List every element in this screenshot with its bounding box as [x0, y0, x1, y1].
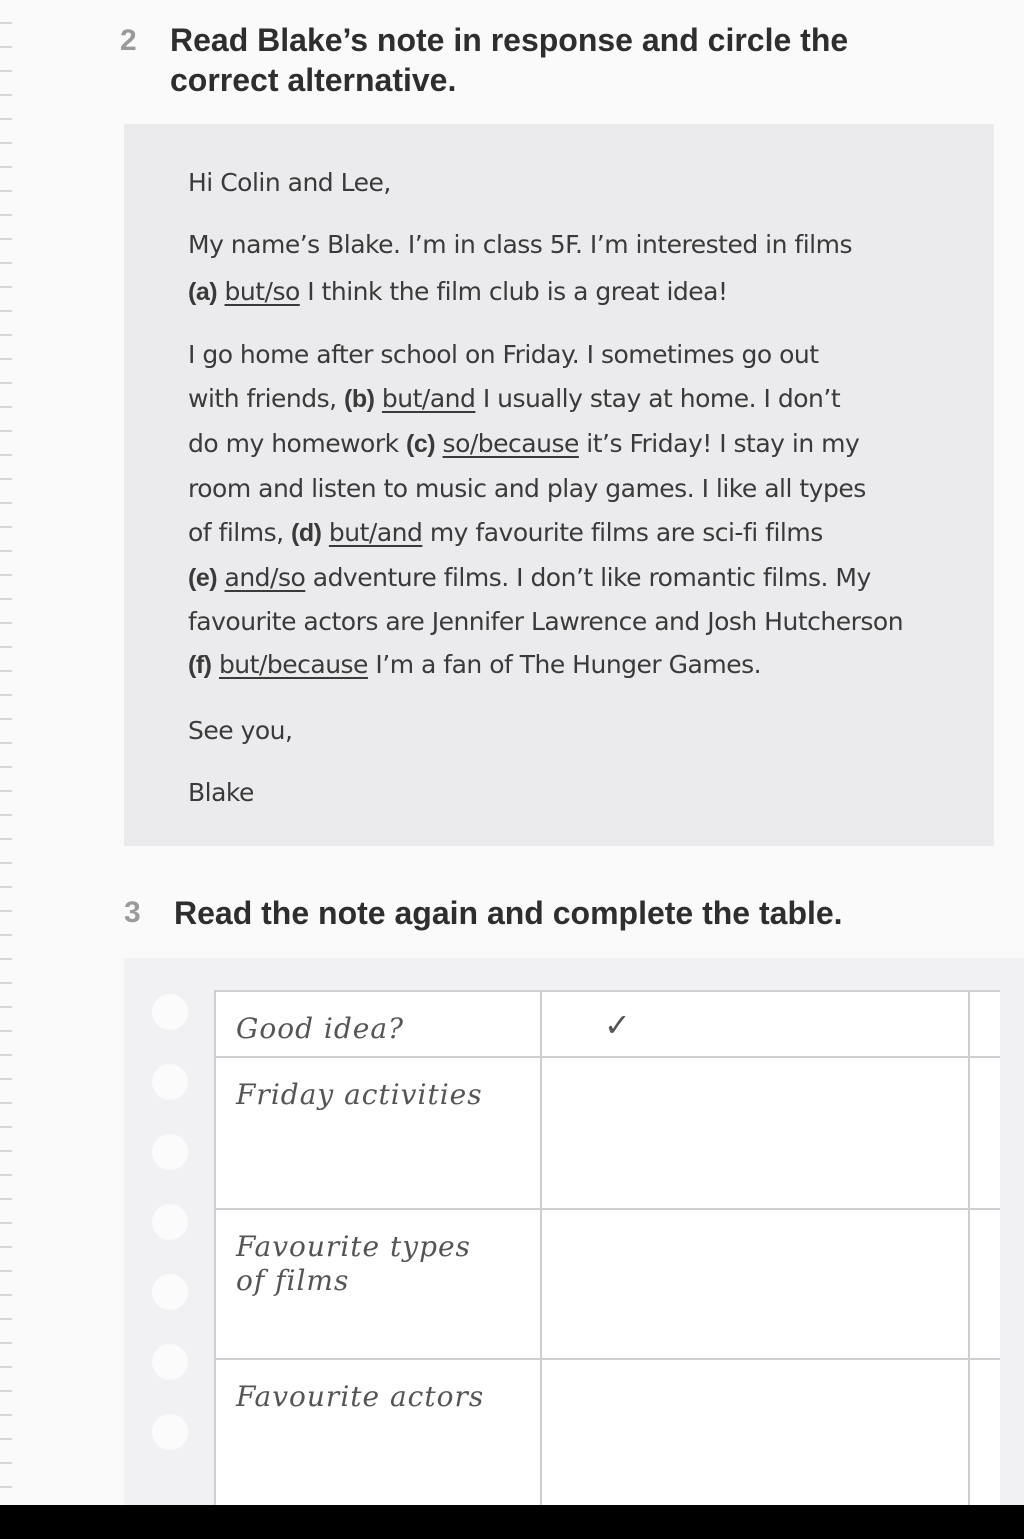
gap-label-d: (d) — [291, 519, 322, 547]
row-label: Good idea? — [215, 991, 541, 1057]
note-line: favourite actors are Jennifer Lawrence and Josh Hutcherson — [188, 607, 904, 636]
note-text: adventure films. I don’t like romantic films. My — [305, 563, 871, 592]
table-row — [215, 1209, 1000, 1359]
gap-label-b: (b) — [344, 385, 375, 413]
note-line: room and listen to music and play games. I like all types — [188, 474, 866, 503]
note-text: my favourite films are sci-fi films — [422, 518, 823, 547]
binder-hole — [152, 1344, 188, 1380]
note-text: of films, — [188, 518, 292, 547]
answer-cell[interactable] — [541, 1057, 969, 1209]
answer-table — [214, 990, 1000, 1505]
gap-label-c: (c) — [406, 430, 436, 458]
answer-cell[interactable] — [541, 1359, 969, 1505]
answer-cell[interactable] — [541, 1209, 969, 1359]
gap-label-a: (a) — [188, 278, 218, 306]
note-text: with friends, — [188, 384, 345, 413]
exercise-3-title: Read the note again and complete the table. — [174, 895, 843, 931]
note-signoff: See you, — [188, 716, 293, 745]
note-text: I’m a fan of The Hunger Games. — [367, 650, 762, 679]
binder-hole — [152, 1134, 188, 1170]
gap-option-d[interactable]: but/and — [328, 518, 423, 547]
exercise-2-number: 2 — [120, 24, 137, 57]
table-edge — [969, 1209, 1000, 1359]
note-line — [188, 518, 823, 548]
note-signature: Blake — [188, 778, 254, 807]
answer-cell[interactable] — [541, 991, 969, 1057]
gap-label-f: (f) — [188, 651, 212, 679]
note-line: My name’s Blake. I’m in class 5F. I’m interested in films — [188, 230, 852, 259]
gap-option-e[interactable]: and/so — [224, 563, 306, 592]
gap-option-c[interactable]: so/because — [442, 429, 579, 458]
note-greeting: Hi Colin and Lee, — [188, 168, 391, 197]
exercise-2-title-line2: correct alternative. — [170, 62, 457, 98]
exercise-3-number: 3 — [124, 896, 141, 929]
note-line — [188, 429, 859, 459]
table-row — [215, 1057, 1000, 1209]
binder-hole — [152, 1204, 188, 1240]
note-text: I usually stay at home. I don’t — [475, 384, 841, 413]
gap-option-b[interactable]: but/and — [381, 384, 476, 413]
note-line — [188, 650, 761, 680]
note-text: do my homework — [188, 429, 407, 458]
note-line — [188, 277, 728, 307]
binder-hole — [152, 1064, 188, 1100]
checkmark-icon: ✓ — [604, 1007, 631, 1043]
table-row — [215, 1359, 1000, 1505]
bottom-black-bar — [0, 1505, 1024, 1539]
exercise-2-title-line1: Read Blake’s note in response and circle the — [170, 22, 849, 58]
row-label: Favourite types of films — [215, 1209, 541, 1359]
page-margin — [0, 0, 12, 1505]
note-text: I think the film club is a great idea! — [299, 277, 728, 306]
gap-option-a[interactable]: but/so — [224, 277, 300, 306]
table-edge — [969, 991, 1000, 1057]
gap-option-f[interactable]: but/because — [218, 650, 368, 679]
row-label: Friday activities — [215, 1057, 541, 1209]
binder-hole — [152, 1414, 188, 1450]
binder-hole — [152, 1274, 188, 1310]
table-row — [215, 991, 1000, 1057]
binder-hole — [152, 994, 188, 1030]
note-line: I go home after school on Friday. I sometimes go out — [188, 340, 819, 369]
note-line — [188, 563, 871, 593]
table-edge — [969, 1057, 1000, 1209]
note-line — [188, 384, 840, 414]
note-text: it’s Friday! I stay in my — [578, 429, 860, 458]
row-label: Favourite actors — [215, 1359, 541, 1505]
table-edge — [969, 1359, 1000, 1505]
gap-label-e: (e) — [188, 564, 218, 592]
